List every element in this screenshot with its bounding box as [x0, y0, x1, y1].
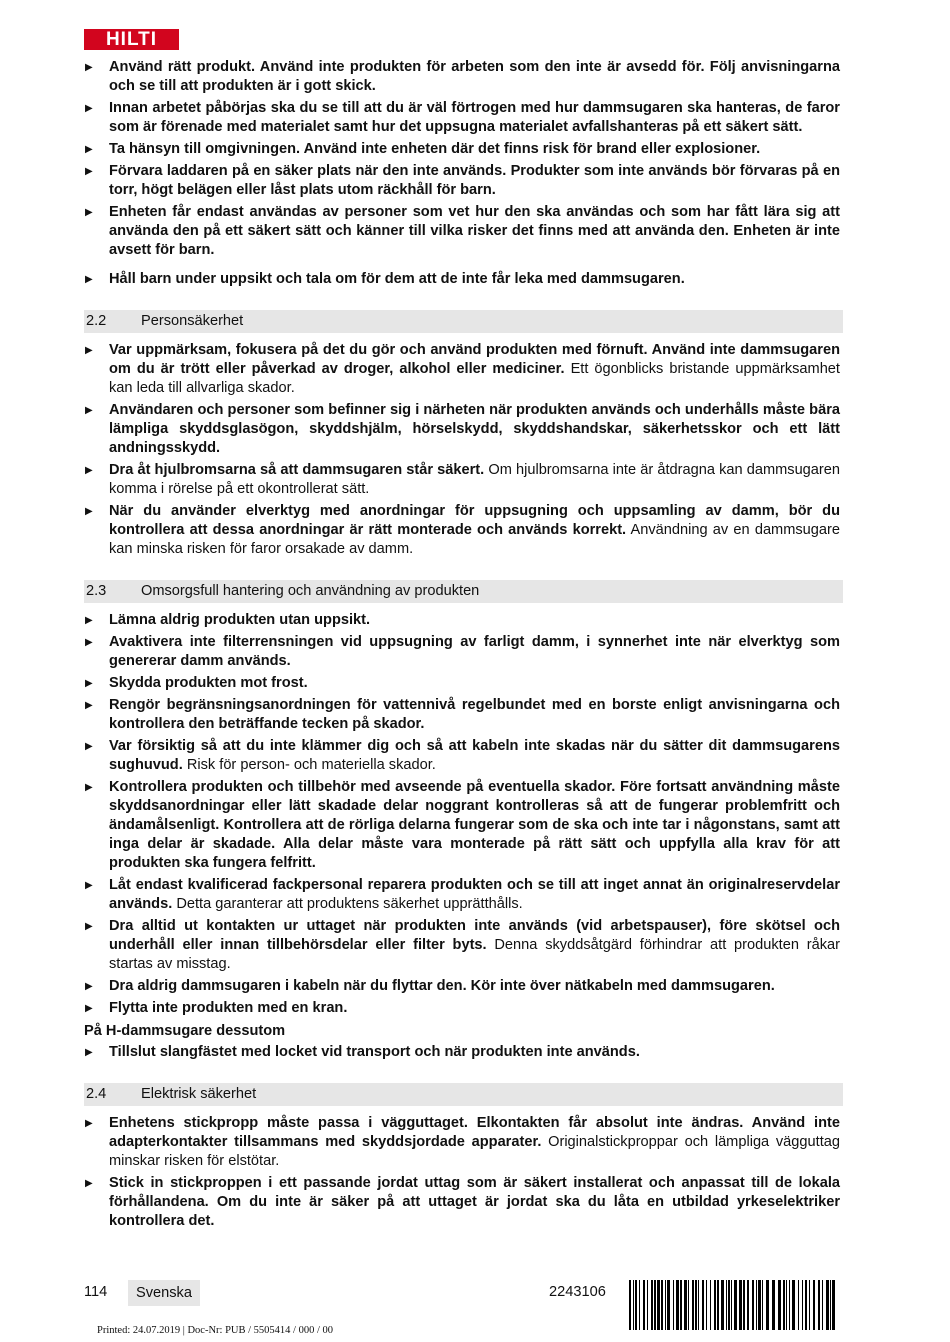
bullet-item — [84, 99, 840, 137]
bullet-text-bold: Kontrollera produkten och tillbehör med avseende på eventuella skador. Före fortsatt användning måste skyddsanordningar eller lätt skadade delar noggrant kontrolleras så att de fungerar problemfritt och ändamålsenligt. Kontrollera att de rörliga delarna fungerar som de ska och inte tar i någonstans, samt att inga delar är skadade. Alla delar måste vara monterade på rätt sätt och uppfylla alla krav för att produkten ska fungera felfritt. — [109, 779, 840, 871]
bullet-icon: ▶ — [85, 144, 93, 155]
bullet-text-normal: Detta garanterar att produktens säkerhet upprätthålls. — [172, 896, 523, 912]
bullet-text-bold: Rengör begränsningsanordningen för vattennivå regelbundet med en borste enligt anvisningarna och kontrollera den beträffande tecken på skador. — [109, 697, 840, 732]
bullet-icon: ▶ — [85, 1003, 93, 1014]
section-title: Elektrisk säkerhet — [141, 1086, 257, 1102]
bullet-icon: ▶ — [85, 880, 93, 891]
bullet-text-bold: Avaktivera inte filterrensningen vid uppsugning av farligt damm, i synnerhet inte när elverktyg som genererar damm används. — [109, 634, 840, 669]
bullet-item — [84, 778, 840, 873]
bullet-item — [84, 674, 840, 693]
bullet-text-bold: Använd rätt produkt. Använd inte produkten för arbeten som den inte är avsedd för. Följ anvisningarna och se till att produkten är i gott skick. — [109, 59, 840, 94]
bullet-text-normal: Risk för person- och materiella skador. — [182, 757, 436, 773]
bullet-item — [84, 58, 840, 96]
bullet-icon: ▶ — [85, 405, 93, 416]
page-content — [84, 58, 840, 1234]
section-heading — [84, 580, 843, 603]
bullet-item — [84, 977, 840, 996]
bullet-icon: ▶ — [85, 506, 93, 517]
bullet-icon: ▶ — [85, 62, 93, 73]
section-heading — [84, 310, 843, 333]
bullet-text-bold: Enheten får endast användas av personer som vet hur den ska användas och som har fått lära sig att använda den på ett säkert sätt och känner till vilka risker det finns med att använda den. Enheten är inte avsett för barn. — [109, 204, 840, 258]
bullet-icon: ▶ — [85, 615, 93, 626]
bullet-icon: ▶ — [85, 207, 93, 218]
bullet-text-bold: Dra åt hjulbromsarna så att dammsugaren står säkert. — [109, 462, 485, 478]
bullet-text-bold: Dra alltid ut kontakten ur uttaget när produkten inte används (vid arbetspauser), före skötsel och underhåll eller innan tillbehörsdelar eller filter byts. — [109, 918, 840, 953]
bullet-text-bold: Enhetens stickpropp måste passa i vägguttaget. Elkontakten får absolut inte ändras. Använd inte adapterkontakter tillsammans med skyddsjordade apparater. — [109, 1115, 840, 1150]
bullet-item — [84, 140, 840, 159]
bullet-item — [84, 203, 840, 260]
bullet-text-bold: Var försiktig så att du inte klämmer dig och så att kabeln inte skadas när du sätter dit dammsugarens sughuvud. — [109, 738, 840, 773]
bullet-icon: ▶ — [85, 637, 93, 648]
bullet-icon: ▶ — [85, 782, 93, 793]
bullet-item — [84, 876, 840, 914]
bullet-text-normal: Denna skyddsåtgärd förhindrar att produkten råkar startas av misstag. — [109, 937, 840, 972]
bullet-text-normal: Användning av en dammsugare kan minska risken för faror orsakade av damm. — [109, 522, 840, 557]
bullet-icon: ▶ — [85, 678, 93, 689]
bullet-text-bold: Tillslut slangfästet med locket vid transport och när produkten inte används. — [109, 1044, 640, 1060]
bullet-icon: ▶ — [85, 274, 93, 285]
bullet-icon: ▶ — [85, 1178, 93, 1189]
bullet-icon: ▶ — [85, 465, 93, 476]
bullet-item — [84, 1043, 840, 1062]
section-heading — [84, 1083, 843, 1106]
bullet-text-bold: Innan arbetet påbörjas ska du se till att du är väl förtrogen med hur dammsugaren ska hanteras, de faror som är förenade med materialet samt hur det uppsugna materialet avfallshanteras på ett säkert sätt. — [109, 100, 840, 135]
bullet-text-bold: Håll barn under uppsikt och tala om för dem att de inte får leka med dammsugaren. — [109, 271, 685, 287]
bullet-item — [84, 461, 840, 499]
bullet-item — [84, 917, 840, 974]
bullet-item — [84, 611, 840, 630]
section-title: Personsäkerhet — [141, 313, 244, 329]
bullet-item — [84, 1114, 840, 1171]
bullet-item — [84, 270, 840, 289]
bullet-icon: ▶ — [85, 981, 93, 992]
printed-info: Printed: 24.07.2019 | Doc-Nr: PUB / 5505414 / 000 / 00 — [97, 1325, 334, 1336]
bullet-item — [84, 633, 840, 671]
bullet-icon: ▶ — [85, 741, 93, 752]
section-number: 2.3 — [86, 583, 107, 599]
bullet-item — [84, 401, 840, 458]
language-label: Svenska — [128, 1280, 200, 1306]
section-number: 2.4 — [86, 1086, 107, 1102]
bullet-text-bold: Flytta inte produkten med en kran. — [109, 1000, 348, 1016]
bullet-text-normal: Originalstickproppar och lämpliga vägguttag minskar risken för elstötar. — [109, 1134, 840, 1169]
bullet-text-bold: När du använder elverktyg med anordningar för uppsugning och uppsamling av damm, bör du kontrollera att dessa anordningar är rätt monterade och används korrekt. — [109, 503, 840, 538]
bullet-icon: ▶ — [85, 1118, 93, 1129]
bullet-text-normal: Om hjulbromsarna inte är åtdragna kan dammsugaren komma i rörelse på ett okontrollerat sätt. — [109, 462, 841, 497]
bullet-text-bold: Stick in stickproppen i ett passande jordat uttag som är säkert installerat och anpassat till de lokala förhållandena. Om du inte är säker på att uttaget är jordat ska du låta en utbildad yrkeselektriker kontrollera det. — [109, 1175, 840, 1229]
bullet-icon: ▶ — [85, 345, 93, 356]
hilti-logo: HILTI — [84, 29, 179, 50]
bullet-item — [84, 341, 840, 398]
bullet-icon: ▶ — [85, 1047, 93, 1058]
bullet-icon: ▶ — [85, 921, 93, 932]
bullet-text-bold: Låt endast kvalificerad fackpersonal reparera produkten och se till att inget annat än originalreservdelar används. — [109, 877, 840, 912]
bullet-text-bold: Lämna aldrig produkten utan uppsikt. — [109, 612, 371, 628]
bullet-text-bold: Var uppmärksam, fokusera på det du gör och använd produkten med förnuft. Använd inte dammsugaren om du är trött eller påverkad av droger, alkohol eller mediciner. — [109, 342, 840, 377]
bullet-text-bold: Ta hänsyn till omgivningen. Använd inte enheten där det finns risk för brand eller explosioner. — [109, 141, 761, 157]
barcode-image — [629, 1280, 839, 1330]
bullet-icon: ▶ — [85, 103, 93, 114]
bullet-text-bold: Användaren och personer som befinner sig i närheten när produkten används och underhålls måste bära lämpliga skyddsglasögon, skyddshjälm, hörselskydd, skyddshandskar, säkerhetsskor och ett lätt andningsskydd. — [109, 402, 840, 456]
section-number: 2.2 — [86, 313, 107, 329]
bullet-item — [84, 1174, 840, 1231]
bullet-item — [84, 502, 840, 559]
page-number: 114 — [84, 1284, 108, 1300]
bullet-icon: ▶ — [85, 700, 93, 711]
bullet-item — [84, 737, 840, 775]
document-code: 2243106 — [549, 1284, 606, 1300]
bullet-text-bold: Dra aldrig dammsugaren i kabeln när du flyttar den. Kör inte över nätkabeln med dammsugaren. — [109, 978, 775, 994]
subheading: På H-dammsugare dessutom — [84, 1023, 286, 1039]
section-title: Omsorgsfull hantering och användning av produkten — [141, 583, 480, 599]
bullet-icon: ▶ — [85, 166, 93, 177]
bullet-text-normal: Ett ögonblicks bristande uppmärksamhet kan leda till allvarliga skador. — [109, 361, 840, 396]
bullet-item — [84, 162, 840, 200]
bullet-text-bold: Förvara laddaren på en säker plats när den inte används. Produkter som inte används bör förvaras på en torr, högt belägen eller låst plats utom räckhåll för barn. — [109, 163, 840, 198]
bullet-item — [84, 999, 840, 1018]
bullet-text-bold: Skydda produkten mot frost. — [109, 675, 308, 691]
bullet-item — [84, 696, 840, 734]
